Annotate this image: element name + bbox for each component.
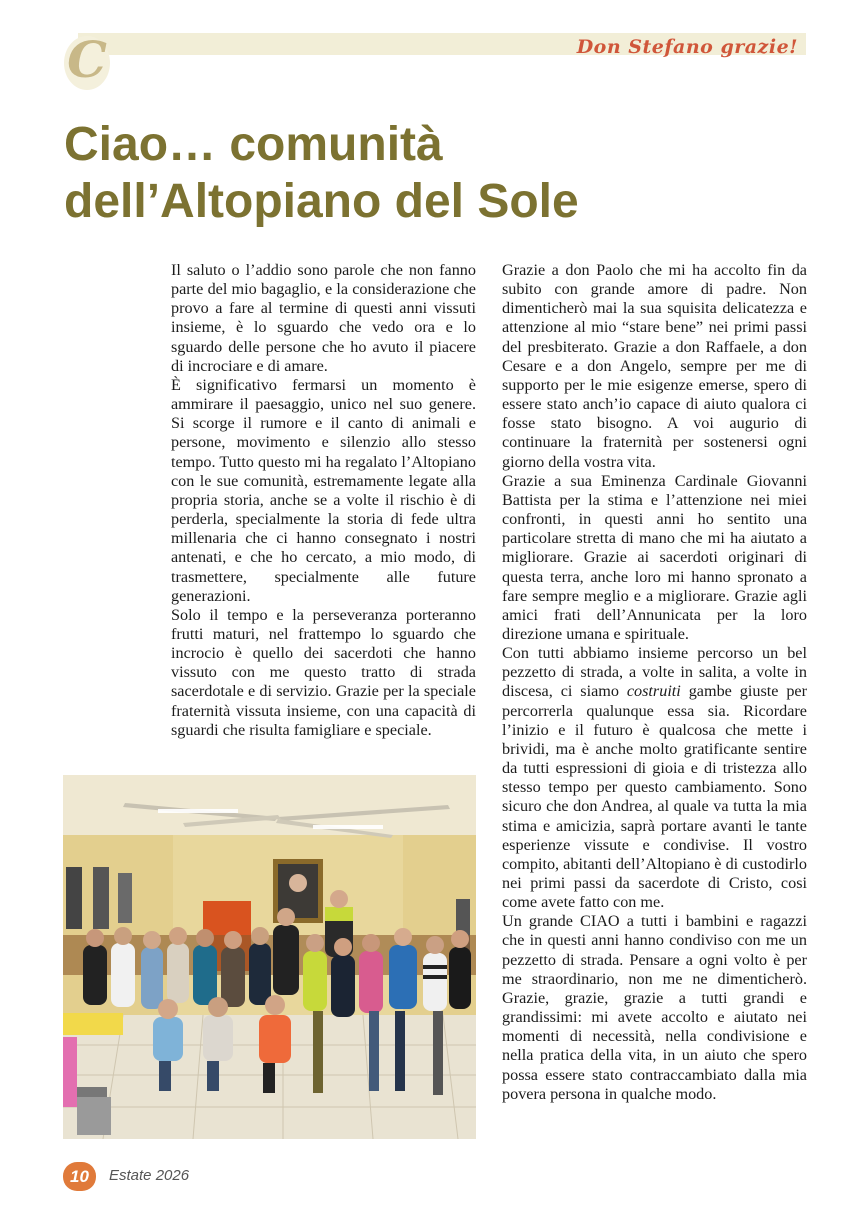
paragraph: Il saluto o l’addio sono parole che non fanno parte del mio bagaglio, e la considerazione che provo a fare al termine di questi anni vissuti insieme, è lo sguardo che vedo ora e lo sguardo delle persone che ho avuto il piacere di incrociare e di amare. [171,261,476,375]
article-title-line-2: dell’Altopiano del Sole [64,175,579,228]
emphasized-word: costruiti [626,682,681,701]
paragraph: È significativo fermarsi un momento è ammirare il paesaggio, unico nel suo genere. Si scorge il rumore e il canto di animali e persone, movimento e silenzio allo stesso tempo. Tutto questo mi ha regalato l’Altopiano con le sue comunità, estremamente legate alla propria storia, anche se a volte il rischio è di perderla, specialmente la storia di fede ultra millenaria che ci hanno consegnato i nostri antenati, e che ho cercato, a mio modo, di trasmettere, specialmente alle future generazioni. [171,375,476,605]
paragraph: Grazie a sua Eminenza Cardinale Giovanni Battista per la stima e l’attenzione nei miei confronti, in questi anni ho sentito una particolare stretta di mano che mi ha aiutato a migliorare. Grazie ai sacerdoti originari di questa terra, anche loro mi hanno spronato a fare sempre meglio e a migliorare. Grazie agli amici frati dell’Annunicata per la loro direzione umana e spirituale. [502,471,807,643]
page-number-badge: 10 [63,1162,96,1191]
issue-label: Estate 2026 [109,1167,190,1184]
group-photo-illustration [63,775,476,1139]
paragraph-text: Con tutti abbiamo insieme percorso un bel pezzetto di strada, a volte in salita, a volte in discesa, ci siamo [502,644,807,701]
section-letter: C [67,30,107,89]
paragraph: Solo il tempo e la perseveranza porteranno frutti maturi, nel frattempo lo sguardo che incrocio è quello dei sacerdoti che hanno vissuto con me questo tratto di strada sacerdotale e di servizio. Grazie per la speciale fraternità vissuta insieme, con una capacità di sguardi che risulta famigliare e speciale. [171,605,476,739]
right-text-column [502,261,807,1104]
group-photo [63,775,476,1139]
paragraph: Un grande CIAO a tutti i bambini e ragazzi che in questi anni hanno condiviso con me un pezzetto di strada. Pensare a ogni volto è per me straordinario, non me ne dimenticherò. Grazie, grazie, grazie a tutti grandi e grandissimi: mi avete accolto e aiutato nei momenti di necessità, nella condivisione e nella pratica della vita, in un aiuto che spero possa essere stato contraccambiato dalla mia povera persona in qualche modo. [502,912,807,1103]
section-header-title: Don Stefano grazie! [576,36,798,58]
paragraph [502,644,807,912]
left-text-column [171,261,476,740]
paragraph: Grazie a don Paolo che mi ha accolto fin da subito con grande amore di padre. Non dimenticherò mai la sua squisita delicatezza e attenzione al mio “stare bene” nei primi passi del presbiterato. Grazie a don Raffaele, a don Cesare e a don Angelo, sempre per me di supporto per le mie esigenze emerse, spero di essere stato anch’io capace di aiuto qualora ci fosse stato bisogno. A voi augurio di continuare la fraternità per sostenersi ogni giorno della vostra vita. [502,261,807,471]
paragraph-text: gambe giuste per percorrerla qualunque essa sia. Ricordare l’inizio e il futuro è qualcosa che mette i brividi, ma è anche molto gratificante sentire da tutti espressioni di gioia e di tristezza allo stesso tempo per questo cambiamento. Sono sicuro che don Andrea, al quale va tutta la mia stima e amicizia, saprà portare avanti le tante esperienze vissute e condivise. Il vostro compito, abitanti dell’Altopiano è di custodirlo nei primi passi da sacerdote di Cristo, cosi come avete fatto con me. [502,682,807,912]
article-title-line-1: Ciao… comunità [64,118,443,171]
article-title [64,116,784,230]
